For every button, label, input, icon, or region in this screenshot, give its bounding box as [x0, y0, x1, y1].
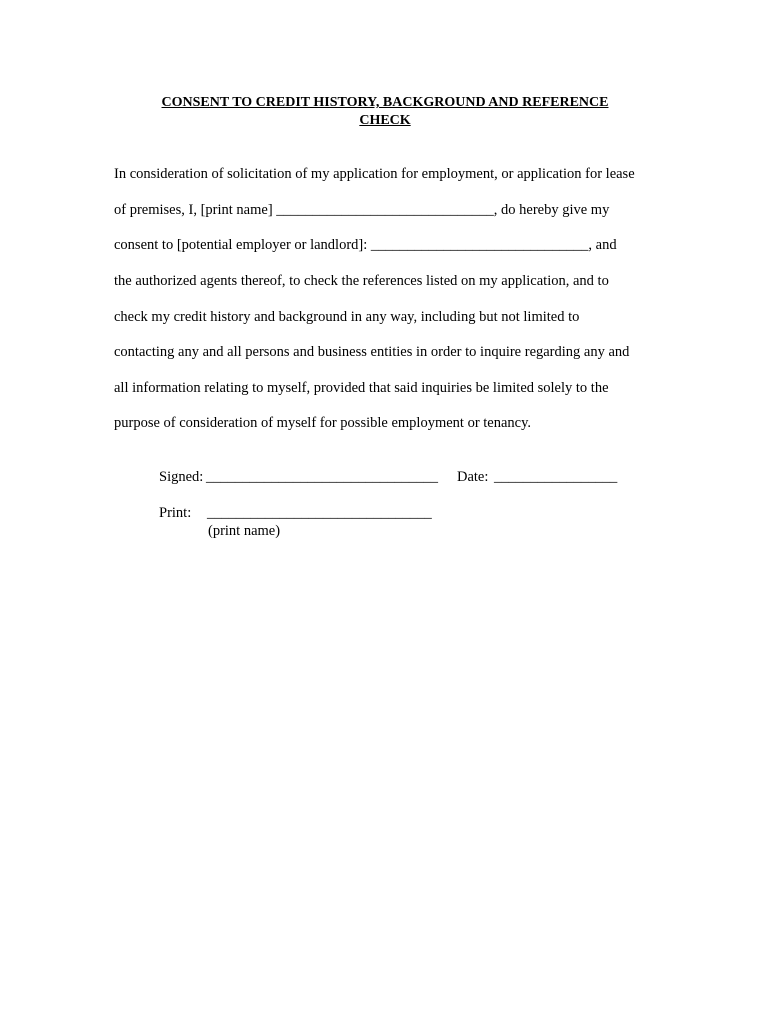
body-text-line: purpose of consideration of myself for possible employment or tenancy. [114, 415, 532, 431]
print-name-hint: (print name) [208, 523, 281, 539]
body-text-line: of premises, I, [print name] ______________________________, do hereby give my [114, 202, 610, 218]
signature-field[interactable]: ________________________________ [206, 469, 438, 485]
print-label: Print: [159, 505, 192, 521]
body-text-line: contacting any and all persons and business entities in order to inquire regarding any and [114, 344, 630, 360]
body-text-line: the authorized agents thereof, to check the references listed on my application, and to [114, 273, 609, 289]
body-text-line: check my credit history and background in any way, including but not limited to [114, 309, 580, 325]
body-text-line: all information relating to myself, provided that said inquiries be limited solely to the [114, 380, 609, 396]
document-title-line-2: CHECK [359, 113, 411, 128]
date-field[interactable]: _________________ [494, 469, 618, 485]
body-text-line: In consideration of solicitation of my application for employment, or application for lease [114, 166, 635, 182]
print-name-field[interactable]: _______________________________ [207, 505, 432, 521]
document-title-line-1: CONSENT TO CREDIT HISTORY, BACKGROUND AND REFERENCE [161, 95, 609, 110]
signed-label: Signed: [159, 469, 204, 485]
date-label: Date: [457, 469, 489, 485]
body-text-line: consent to [potential employer or landlord]: ______________________________, and [114, 237, 617, 253]
